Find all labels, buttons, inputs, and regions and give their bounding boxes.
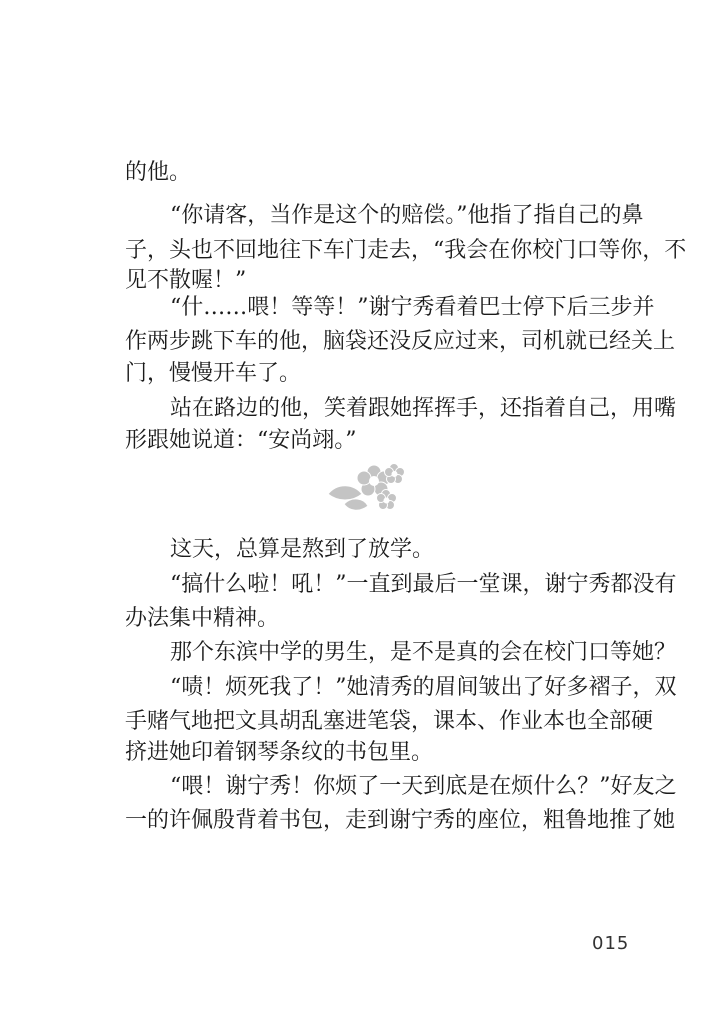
text-line: “你请客，当作是这个的赔偿。”他指了指自己的鼻 [170,203,644,228]
text-line: 那个东滨中学的男生，是不是真的会在校门口等她？ [170,640,677,665]
text-line: 子，头也不回地往下车门走去，“我会在你校门口等你，不 [125,238,687,263]
text-line: 的他。 [125,160,192,185]
text-line: “喂！谢宁秀！你烦了一天到底是在烦什么？”好友之 [170,774,677,799]
text-line: 手赌气地把文具胡乱塞进笔袋，课本、作业本也全部硬 [125,709,654,734]
text-line: “啧！烦死我了！”她清秀的眉间皱出了好多褶子，双 [170,675,677,700]
text-line: 挤进她印着钢琴条纹的书包里。 [125,740,434,765]
text-line: 站在路边的他，笑着跟她挥挥手，还指着自己，用嘴 [170,396,677,421]
text-line: 形跟她说道：“安尚翊。” [125,428,357,453]
page-number: 015 [592,933,630,954]
text-line: 见不散喔！” [125,268,247,293]
text-line: 这天，总算是熬到了放学。 [170,537,435,562]
text-line: “什……喂！等等！”谢宁秀看着巴士停下后三步并 [170,295,655,320]
text-line: 门，慢慢开车了。 [125,361,302,386]
flower-ornament-icon [324,460,408,516]
text-line: 一的许佩殷背着书包，走到谢宁秀的座位，粗鲁地推了她 [125,808,676,833]
text-line: 作两步跳下车的他，脑袋还没反应过来，司机就已经关上 [125,329,676,354]
text-line: 办法集中精神。 [125,606,280,631]
text-line: “搞什么啦！吼！”一直到最后一堂课，谢宁秀都没有 [170,572,677,597]
